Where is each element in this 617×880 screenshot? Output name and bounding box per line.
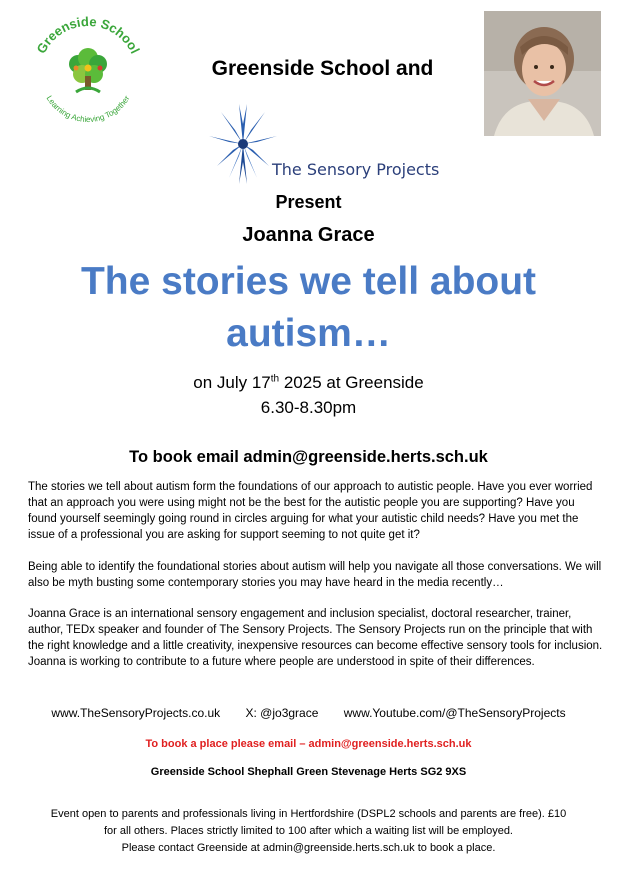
event-date — [0, 373, 617, 393]
present-heading: Present — [275, 192, 342, 212]
links-row — [0, 706, 617, 720]
booking-heading: To book email admin@greenside.herts.sch.uk — [129, 448, 488, 466]
school-logo-name: Greenside School — [33, 13, 143, 56]
speaker-photo — [484, 11, 601, 136]
svg-text:Learning Achieving Together — [45, 94, 132, 124]
heading-line1: Greenside School and — [211, 57, 434, 80]
x-handle-link[interactable]: X: @jo3grace — [245, 706, 319, 720]
event-info-line3: Please contact Greenside at admin@greenside.herts.sch.uk to book a place. — [121, 842, 496, 854]
body-paragraph-1: The stories we tell about autism form the foundations of our approach to autistic people. Have you ever worried that an approach you were using might not be the best for the autistic people you are supporting? Have you found yourself seemingly going round in circles arguing for what your autistic child needs? Have you met the issue of a professional you are asking for support seeming to not quite get it? — [28, 481, 593, 541]
school-logo-motto: Learning Achieving Together — [44, 94, 132, 125]
greenside-school-logo-icon — [26, 12, 150, 128]
date-prefix: on July 17 — [193, 373, 271, 392]
event-time: 6.30-8.30pm — [260, 398, 357, 417]
sensory-projects-flower-icon — [208, 100, 278, 188]
date-suffix: th — [270, 373, 280, 385]
body-paragraph-2: Being able to identify the foundational stories about autism will help you navigate all those conversations. We will also be myth busting some contemporary stories you may have heard in the media recently… — [28, 561, 602, 589]
sensory-projects-name: The Sensory Projects — [272, 160, 440, 179]
event-info-line2: for all others. Places strictly limited to 100 after which a waiting list will be employed. — [103, 825, 513, 837]
book-place-email: To book a place please email – admin@greenside.herts.sch.uk — [145, 738, 472, 750]
speaker-name: Joanna Grace — [242, 224, 375, 246]
school-address: Greenside School Shephall Green Stevenage Herts SG2 9XS — [150, 766, 467, 778]
body-paragraph-3: Joanna Grace is an international sensory engagement and inclusion specialist, doctoral researcher, trainer, author, TEDx speaker and founder of The Sensory Projects. The Sensory Projects run on the principle that with the right knowledge and a little creativity, inexpensive resources can become effective sensory tools for inclusion. Joanna is working to contribute to a future where people are understood in spite of their differences. — [28, 608, 603, 668]
talk-title: The stories we tell about autism… — [80, 260, 537, 355]
youtube-link[interactable]: www.Youtube.com/@TheSensoryProjects — [343, 706, 566, 720]
date-rest: 2025 at Greenside — [279, 373, 424, 392]
event-info — [30, 806, 587, 857]
event-info-line1: Event open to parents and professionals living in Hertfordshire (DSPL2 schools and parents are free). £10 — [50, 808, 567, 820]
website-link[interactable]: www.TheSensoryProjects.co.uk — [51, 706, 221, 720]
